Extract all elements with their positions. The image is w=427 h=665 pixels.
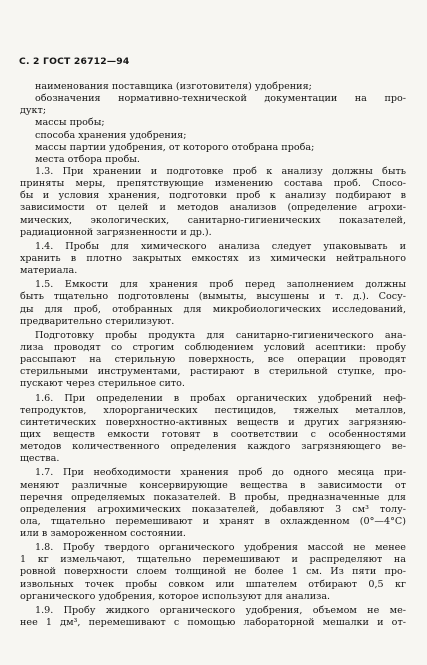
text-line: радиационной загрязненности и др.). [20,226,212,238]
text-line: Подготовку пробы продукта для санитарно-гигиенического ана- [35,329,406,341]
text-line: быть тщательно подготовлены (вымыты, высушены и т. д.). Сосу- [20,291,406,303]
text-line: 1.6. При определении в пробах органических удобрений неф- [35,392,406,404]
text-line: определения агрохимических показателей, добавляют 3 см³ толу- [20,503,406,515]
text-line: пускают через стерильное сито. [20,378,185,390]
text-line: ровной поверхности слоем толщиной не более 1 см. Из пяти про- [20,566,406,578]
text-line: ола, тщательно перемешивают и хранят в охлажденном (0°—4°С) [20,515,406,527]
text-line: 1 кг измельчают, тщательно перемешивают и распределяют на [20,554,406,566]
text-line: обозначения нормативно-технической документации на про- [35,93,406,105]
text-line: зависимости от целей и методов анализов (определение агрохи- [20,202,406,214]
text-line: бы и условия хранения, подготовки проб к анализу подбирают в [20,190,406,202]
text-line: массы партии удобрения, от которого отобрана проба; [35,141,315,153]
text-line: 1.7. При необходимости хранения проб до одного месяца при- [35,467,406,479]
text-line: способа хранения удобрения; [35,129,187,141]
text-line: синтетических поверхностно-активных веществ и других загрязняю- [20,416,406,428]
text-line: места отбора пробы. [35,153,140,165]
text-line: или в замороженном состоянии. [20,528,186,540]
text-line: щих веществ емкости готовят в соответствии с особенностями [20,428,406,440]
text-line: наименования поставщика (изготовителя) удобрения; [35,81,312,92]
text-line: 1.4. Пробы для химического анализа следует упаковывать и [35,240,406,252]
text-line: извольных точек пробы совком или шпателем отбирают 0,5 кг [20,578,406,590]
text-line: 1.5. Емкости для хранения проб перед заполнением должны [35,279,406,291]
text-line: тепродуктов, хлорорганических пестицидов, тяжелых металлов, [20,404,406,416]
text-line: мических, экологических, санитарно-гигиенических показателей, [20,214,406,226]
text-line: меняют различные консервирующие вещества в зависимости от [20,479,406,491]
text-line: массы пробы; [35,117,105,129]
text-line: 1.8. Пробу твердого органического удобрения массой не менее [35,542,406,554]
text-line: стерильными инструментами, растирают в стерильной ступке, про- [20,366,406,378]
text-line: щества. [20,453,60,465]
page-header: С. 2 ГОСТ 26712—94 [19,56,130,67]
text-line: дукт; [20,105,47,117]
document-body [20,81,406,629]
text-line: хранить в плотно закрытых емкостях из химически нейтрального [20,252,406,264]
text-line: нее 1 дм³, перемешивают с помощью лабораторной мешалки и от- [20,617,406,629]
text-line: ды для проб, отобранных для микробиологических исследований, [20,303,406,315]
text-line: перечня определяемых показателей. В пробы, предназначенные для [20,491,406,503]
text-line: 1.9. Пробу жидкого органического удобрения, объемом не ме- [35,604,406,616]
text-line: приняты меры, препятствующие изменению состава проб. Спосо- [20,178,406,190]
text-line: предварительно стерилизуют. [20,315,175,327]
text-line: методов количественного определения каждого загрязняющего ве- [20,441,406,453]
text-line: лиза проводят со строгим соблюдением условий асептики: пробу [20,341,406,353]
text-line: материала. [20,265,78,277]
text-line: рассыпают на стерильную поверхность, все операции проводят [20,354,406,366]
text-line: 1.3. При хранении и подготовке проб к анализу должны быть [35,165,406,177]
text-line: органического удобрения, которое используют для анализа. [20,590,331,602]
